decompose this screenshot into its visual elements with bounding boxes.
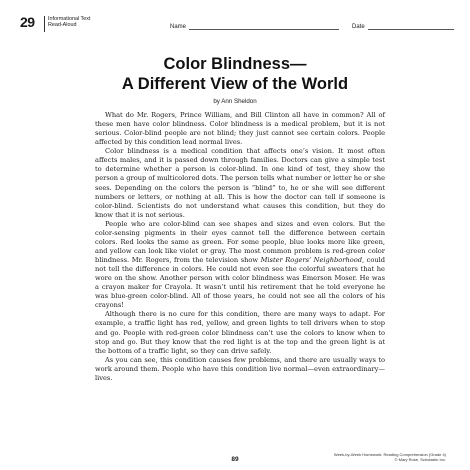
paragraph-3-start: People who are color-blind can see shapes and sizes and even colors. But the color-sensing pigments in their eyes cannot tell the difference between certain colors. Red looks the same as green. For some people, blue looks more like green, and yellow can look like violet or gray. The most common problem is red-green color blindness. Mr. Rogers, from the television show <box>95 219 385 264</box>
date-line[interactable] <box>368 23 454 30</box>
byline: by Ann Sheldon <box>213 98 257 105</box>
header-page-number: 29 <box>20 14 35 30</box>
page-header <box>20 16 450 32</box>
header-divider <box>44 16 45 32</box>
title-line-1: Color Blindness— <box>163 55 307 73</box>
paragraph-4: Although there is no cure for this condition, there are many ways to adapt. For example, a traffic light has red, yellow, and green lights to tell drivers when to stop and go. People with red-green color blindness can’t use the colors to know when to stop and go. But they know that the red light is at the top and the green light is at the bottom of a traffic light, so they can drive safely. <box>95 310 385 355</box>
name-field[interactable] <box>170 23 339 30</box>
footer-credit-line1: Week-by-Week Homework: Reading Comprehension (Grade 4) <box>333 452 446 457</box>
footer-credit-line2: © Mary Rose, Scholastic Inc. <box>394 457 446 462</box>
footer-credit <box>334 452 446 462</box>
date-label: Date <box>352 24 365 30</box>
paragraph-2: Color blindness is a medical condition that affects one’s vision. It most often affects males, and it is passed down through families. Doctors can give a simple test to determine whether a person is color-blind. In one kind of test, they show the person a group of multicolored dots. The person tells what number or letter he or she sees. Depending on the colors the person is “blind” to, he or she will see different numbers or letters, or nothing at all. This is how the doctor can tell if someone is color-blind. Scientists do not understand what causes this condition, but they do know that it is not serious. <box>95 147 385 219</box>
section-label-line2: Read-Aloud <box>48 22 77 29</box>
title-line-2: A Different View of the World <box>121 75 349 93</box>
article-body <box>95 111 385 383</box>
paragraph-3 <box>95 220 385 311</box>
show-title: Mister Rogers’ Neighborhood <box>260 256 362 264</box>
date-field[interactable] <box>352 23 454 30</box>
name-line[interactable] <box>189 23 339 30</box>
footer-page-number: 89 <box>231 456 239 463</box>
paragraph-3-end: , could not tell the difference in colors. He could not even see the colorful sweaters that he wore on the show. Another person with color blindness was Emerson Moser. He was a crayon maker for Crayola. It wasn’t until his retirement that he told everyone he was blue-green color-blind. All of those years, he could not see all the colors of his crayons! <box>95 256 385 310</box>
paragraph-5: As you can see, this condition causes few problems, and there are usually ways to work around them. People who have this condition live normal—even extraordinary—lives. <box>95 355 385 382</box>
paragraph-1: What do Mr. Rogers, Prince William, and Bill Clinton all have in common? All of these men have color blindness. Color blindness is a medical problem, but it is not serious. Color-blind people are not blind; they just cannot see certain colors. People affected by this condition lead normal lives. <box>95 111 385 147</box>
section-label-line1: Informational Text <box>48 16 91 22</box>
article-title <box>20 54 450 94</box>
name-label: Name <box>170 24 187 30</box>
section-label <box>48 16 90 29</box>
